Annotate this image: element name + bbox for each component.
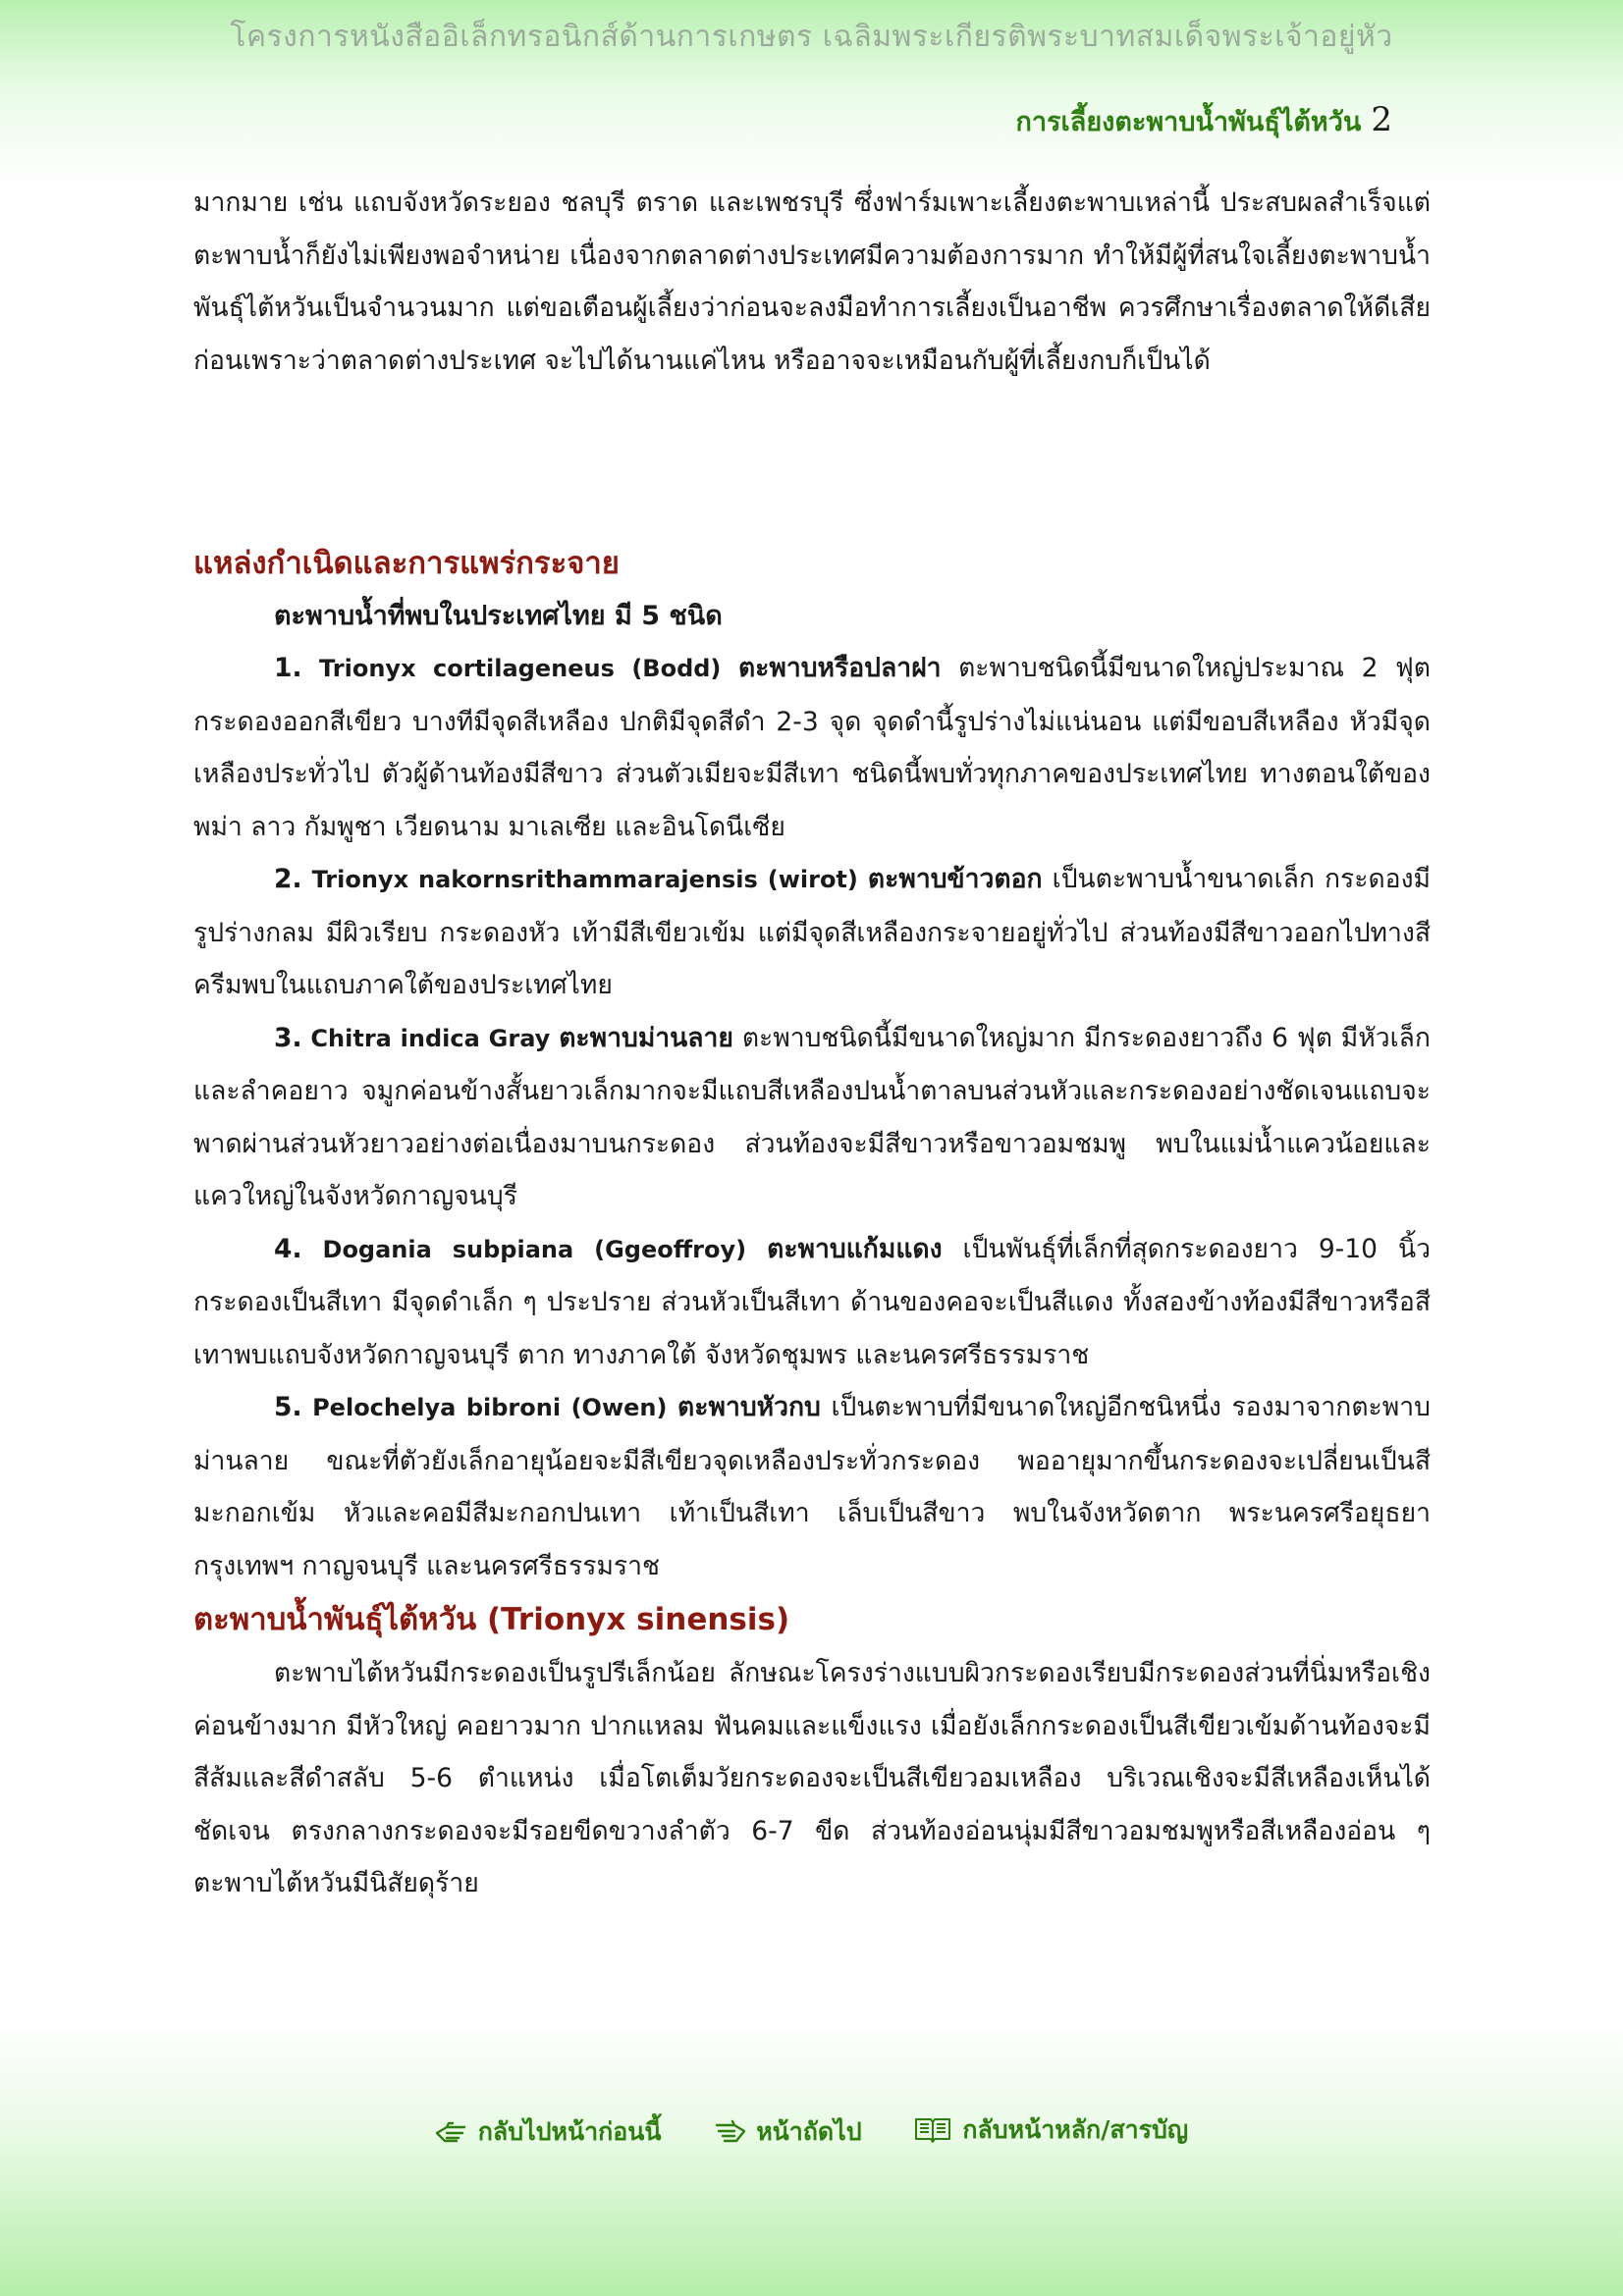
species-description: ตะพาบชนิดนี้มีขนาดใหญ่ประมาณ 2 ฟุต กระดองออกสีเขียว บางทีมีจุดสีเหลือง ปกติมีจุดสีดำ 2-3 จุด จุดดำนี้รูปร่างไม่แน่นอน แต่มีขอบสีเหลือง หัวมีจุดเหลืองประทั่วไป ตัวผู้ด้านท้องมีสีขาว ส่วนตัวเมียจะมีสีเทา ชนิดนี้พบทั่วทุกภาคของประเทศไทย ทางตอนใต้ของพม่า ลาว กัมพูชา เวียดนาม มาเลเซีย และอินโดนีเซีย bbox=[193, 653, 1431, 842]
species-item-5 bbox=[193, 1381, 1431, 1592]
species-scientific-name: Trionyx cortilageneus (Bodd) bbox=[319, 655, 722, 682]
species-description: เป็นตะพาบที่มีขนาดใหญ่อีกชนิหนึ่ง รองมาจากตะพาบม่านลาย ขณะที่ตัวยังเล็กอายุน้อยจะมีสีเขียวจุดเหลืองประทั่วกระดอง พออายุมากขึ้นกระดองจะเปลี่ยนเป็นสีมะกอกเข้ม หัวและคอมีสีมะกอกปนเทา เท้าเป็นสีเทา เล็บเป็นสีขาว พบในจังหวัดตาก พระนครศรีอยุธยา กรุงเทพฯ กาญจนบุรี และนครศรีธรรมราช bbox=[193, 1392, 1431, 1581]
footer-nav bbox=[0, 2110, 1623, 2152]
species-number: 3. bbox=[274, 1022, 302, 1053]
species-number: 5. bbox=[274, 1392, 302, 1422]
next-page-link[interactable] bbox=[713, 2112, 861, 2152]
running-title: การเลี้ยงตะพาบน้ำพันธุ์ไต้หวัน bbox=[1015, 107, 1362, 137]
running-header bbox=[1016, 100, 1392, 142]
hand-pointing-icon bbox=[435, 2119, 468, 2145]
species-item-2 bbox=[193, 853, 1431, 1012]
species-number: 1. bbox=[274, 653, 302, 683]
species-thai-name: ตะพาบหรือปลาฝา bbox=[737, 653, 942, 683]
species-description: เป็นพันธุ์ที่เล็กที่สุดกระดองยาว 9-10 นิ้ว กระดองเป็นสีเทา มีจุดดำเล็ก ๆ ประปราย ส่วนหัวเป็นสีเทา ด้านของคอจะเป็นสีแดง ทั้งสองข้างท้องมีสีขาวหรือสีเทาพบแถบจังหวัดกาญจนบุรี ตาก ทางภาคใต้ จังหวัดชุมพร และนครศรีธรรมราช bbox=[193, 1233, 1431, 1370]
species-thai-name: ตะพาบม่านลาย bbox=[559, 1022, 733, 1053]
taiwan-heading: ตะพาบน้ำพันธุ์ไต้หวัน (Trionyx sinensis) bbox=[193, 1602, 790, 1637]
species-description: เป็นตะพาบน้ำขนาดเล็ก กระดองมีรูปร่างกลม มีผิวเรียบ กระดองหัว เท้ามีสีเขียวเข้ม แต่มีจุดสีเหลืองกระจายอยู่ทั่วไป ส่วนท้องมีสีขาวออกไปทางสีครีมพบในแถบภาคใต้ของประเทศไทย bbox=[193, 864, 1431, 1000]
species-description: ตะพาบชนิดนี้มีขนาดใหญ่มาก มีกระดองยาวถึง 6 ฟุต มีหัวเล็กและลำคอยาว จมูกค่อนข้างสั้นยาวเล็กมากจะมีแถบสีเหลืองปนน้ำตาลบนส่วนหัวและกระดองอย่างชัดเจนแถบจะพาดผ่านส่วนหัวยาวอย่างต่อเนื่องมาบนกระดอง ส่วนท้องจะมีสีขาวหรือขาวอมชมพู พบในแม่น้ำแควน้อยและแควใหญ่ในจังหวัดกาญจนบุรี bbox=[193, 1022, 1431, 1211]
prev-page-label: กลับไปหน้าก่อนนี้ bbox=[477, 2117, 662, 2146]
species-scientific-name: Dogania subpiana (Ggeoffroy) bbox=[322, 1235, 747, 1263]
species-count-subheading: ตะพาบน้ำที่พบในประเทศไทย มี 5 ชนิด bbox=[274, 601, 723, 631]
taiwan-paragraph: ตะพาบไต้หวันมีกระดองเป็นรูปรีเล็กน้อย ลักษณะโครงร่างแบบผิวกระดองเรียบมีกระดองส่วนที่นิ่มหรือเชิงค่อนข้างมาก มีหัวใหญ่ คอยาวมาก ปากแหลม ฟันคมและแข็งแรง เมื่อยังเล็กกระดองเป็นสีเขียวเข้มด้านท้องจะมีสีส้มและสีดำสลับ 5-6 ตำแหน่ง เมื่อโตเต็มวัยกระดองจะเป็นสีเขียวอมเหลือง บริเวณเชิงจะมีสีเหลืองเห็นได้ชัดเจน ตรงกลางกระดองจะมีรอยขีดขวางลำตัว 6-7 ขีด ส่วนท้องอ่อนนุ่มมีสีขาวอมชมพูหรือสีเหลืองอ่อน ๆ ตะพาบไต้หวันมีนิสัยดุร้าย bbox=[193, 1658, 1431, 1898]
species-thai-name: ตะพาบแก้มแดง bbox=[767, 1233, 943, 1264]
origin-heading: แหล่งกำเนิดและการแพร่กระจาย bbox=[193, 546, 620, 581]
hand-pointing-icon bbox=[713, 2119, 746, 2145]
page-number: 2 bbox=[1371, 100, 1392, 139]
species-scientific-name: Chitra indica Gray bbox=[310, 1024, 551, 1052]
species-item-4 bbox=[193, 1223, 1431, 1382]
project-banner: โครงการหนังสืออิเล็กทรอนิกส์ด้านการเกษตร เฉลิมพระเกียรติพระบาทสมเด็จพระเจ้าอยู่หัว bbox=[230, 20, 1393, 54]
intro-paragraph: มากมาย เช่น แถบจังหวัดระยอง ชลบุรี ตราด และเพชรบุรี ซึ่งฟาร์มเพาะเลี้ยงตะพาบเหล่านี้ ประสบผลสำเร็จแต่ตะพาบน้ำก็ยังไม่เพียงพอจำหน่าย เนื่องจากตลาดต่างประเทศมีความต้องการมาก ทำให้มีผู้ที่สนใจเลี้ยงตะพาบน้ำพันธุ์ไต้หวันเป็นจำนวนมาก แต่ขอเตือนผู้เลี้ยงว่าก่อนจะลงมือทำการเลี้ยงเป็นอาชีพ ควรศึกษาเรื่องตลาดให้ดีเสียก่อนเพราะว่าตลาดต่างประเทศ จะไปได้นานแค่ไหน หรืออาจจะเหมือนกับผู้ที่เลี้ยงกบก็เป็นได้ bbox=[193, 187, 1431, 376]
species-thai-name: ตะพาบหัวกบ bbox=[677, 1392, 821, 1422]
species-scientific-name: Trionyx nakornsrithammarajensis (wirot) bbox=[311, 866, 858, 893]
home-toc-link[interactable] bbox=[913, 2110, 1188, 2150]
home-toc-label: กลับหน้าหลัก/สารบัญ bbox=[962, 2115, 1189, 2144]
next-page-label: หน้าถัดไป bbox=[756, 2117, 862, 2146]
species-number: 2. bbox=[274, 864, 302, 894]
page-content bbox=[193, 177, 1431, 1910]
species-item-3 bbox=[193, 1012, 1431, 1223]
open-book-icon bbox=[913, 2115, 952, 2145]
species-number: 4. bbox=[274, 1233, 302, 1264]
species-item-1 bbox=[193, 642, 1431, 853]
prev-page-link[interactable] bbox=[435, 2112, 662, 2152]
species-scientific-name: Pelochelya bibroni (Owen) bbox=[312, 1394, 668, 1421]
species-thai-name: ตะพาบข้าวตอก bbox=[867, 864, 1043, 894]
section-gap bbox=[193, 387, 1431, 536]
